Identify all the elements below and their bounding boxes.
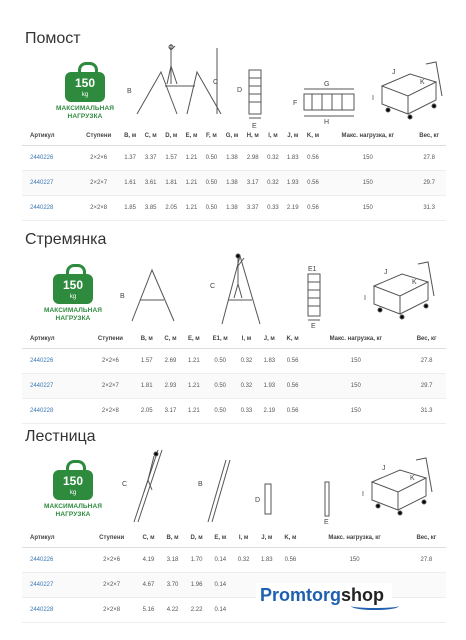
table-cell: 5.16 (136, 598, 160, 623)
column-header: D, м (185, 529, 209, 548)
column-header: K, м (281, 330, 305, 349)
table-cell: 2×2×8 (86, 399, 135, 424)
table-cell: 1.21 (182, 196, 202, 221)
packaging-drawing (370, 56, 450, 118)
table-cell: 2×2×8 (77, 196, 119, 221)
column-header: Макс. нагрузка, кг (302, 529, 406, 548)
stepladder-person-drawing (208, 248, 268, 328)
max-load-caption: МАКСИМАЛЬНАЯ НАГРУЗКА (55, 105, 115, 120)
table-cell: 0.32 (263, 171, 283, 196)
dim-label-i: I (364, 295, 366, 302)
dim-label-c: C (122, 481, 128, 488)
spec-table-stepladder (22, 330, 446, 424)
article-link[interactable]: 2440226 (22, 548, 87, 573)
table-header-row (22, 529, 446, 548)
table-cell: 1.83 (283, 146, 303, 171)
table-cell: 0.14 (209, 598, 232, 623)
table-cell: 2.19 (258, 399, 281, 424)
logo-swoosh (351, 602, 399, 610)
weight-icon: 150 kg (53, 466, 93, 500)
table-cell: 150 (323, 171, 412, 196)
table-cell: 150 (304, 349, 407, 374)
column-header: Артикул (22, 127, 77, 146)
table-cell: 2×2×8 (87, 598, 137, 623)
dim-label-e: E (324, 519, 329, 526)
table-cell: 0.32 (235, 349, 258, 374)
dim-label-k: K (410, 475, 415, 482)
column-header: E1, м (205, 330, 235, 349)
table-row (22, 171, 446, 196)
column-header: F, м (202, 127, 222, 146)
column-header: E, м (182, 330, 205, 349)
table-cell: 1.70 (185, 548, 209, 573)
article-link[interactable]: 2440226 (22, 146, 77, 171)
table-cell: 150 (304, 399, 407, 424)
table-cell: 0.50 (202, 196, 222, 221)
dim-label-b: B (198, 481, 203, 488)
table-cell: 1.21 (182, 374, 205, 399)
article-link[interactable]: 2440228 (22, 598, 87, 623)
table-row (22, 196, 446, 221)
table-cell: 27.8 (407, 548, 446, 573)
ladder-rail-drawing (318, 480, 338, 526)
table-cell: 2×2×6 (87, 548, 137, 573)
article-link[interactable]: 2440227 (22, 374, 86, 399)
table-cell: 1.21 (182, 171, 202, 196)
article-link[interactable]: 2440226 (22, 349, 86, 374)
column-header: Вес, кг (407, 529, 446, 548)
table-cell: 1.81 (161, 171, 182, 196)
dim-label-i: I (362, 491, 364, 498)
table-cell: 0.56 (303, 146, 324, 171)
dim-label-c: C (210, 283, 216, 290)
table-row (22, 146, 446, 171)
promtorgshop-logo[interactable]: Promtorgshop (256, 583, 392, 610)
table-cell: 0.33 (235, 399, 258, 424)
table-cell: 1.38 (221, 196, 242, 221)
column-header: D, м (161, 127, 182, 146)
max-load-caption: МАКСИМАЛЬНАЯ НАГРУЗКА (43, 503, 103, 518)
platform-top-drawing (290, 80, 360, 125)
max-load-badge (28, 466, 118, 519)
table-cell (232, 598, 255, 623)
column-header: I, м (235, 330, 258, 349)
table-cell: 3.37 (140, 146, 161, 171)
table-cell: 4.22 (161, 598, 185, 623)
section-title-ladder: Лестница (25, 428, 96, 445)
table-cell: 0.56 (281, 349, 305, 374)
table-cell: 0.32 (263, 146, 283, 171)
table-cell: 1.81 (135, 374, 159, 399)
column-header: Макс. нагрузка, кг (304, 330, 407, 349)
table-cell: 0.56 (281, 374, 305, 399)
table-cell: 1.93 (258, 374, 281, 399)
table-cell: 150 (323, 196, 412, 221)
table-cell: 1.61 (120, 171, 141, 196)
table-row (22, 349, 446, 374)
column-header: J, м (283, 127, 303, 146)
weight-icon: 150 kg (53, 270, 93, 304)
table-cell: 2×2×6 (86, 349, 135, 374)
table-cell: 1.21 (182, 146, 202, 171)
platform-drawing (125, 44, 225, 119)
dim-label-j: J (382, 465, 386, 472)
table-header-row (22, 330, 446, 349)
column-header: G, м (221, 127, 242, 146)
table-cell (232, 573, 255, 598)
section-title-pomost: Помост (25, 30, 81, 47)
table-cell: 3.61 (140, 171, 161, 196)
table-cell: 1.96 (185, 573, 209, 598)
table-cell: 31.3 (407, 399, 446, 424)
table-cell: 3.17 (159, 399, 183, 424)
table-cell: 29.7 (412, 171, 446, 196)
table-cell: 29.7 (407, 374, 446, 399)
column-header: J, м (258, 330, 281, 349)
dim-label-b: B (127, 88, 132, 95)
column-header: Ступени (86, 330, 135, 349)
table-cell: 0.50 (202, 171, 222, 196)
column-header: B, м (120, 127, 141, 146)
table-cell: 1.85 (120, 196, 141, 221)
table-cell: 2.05 (135, 399, 159, 424)
dim-label-b: B (120, 293, 125, 300)
column-header: K, м (278, 529, 302, 548)
ladder-section-drawing (255, 482, 277, 522)
weight-icon: 150 kg (65, 68, 105, 102)
dim-label-g: G (324, 81, 330, 88)
table-cell: 3.70 (161, 573, 185, 598)
table-cell: 1.83 (255, 548, 278, 573)
table-cell: 3.37 (242, 196, 263, 221)
table-cell: 150 (304, 374, 407, 399)
dim-label-i: I (372, 95, 374, 102)
stepladder-side-drawing (300, 262, 335, 330)
dim-label-j: J (392, 69, 396, 76)
table-cell: 2.19 (283, 196, 303, 221)
table-cell: 0.50 (205, 399, 235, 424)
table-cell: 2×2×7 (87, 573, 137, 598)
column-header: E, м (209, 529, 232, 548)
table-cell: 0.33 (263, 196, 283, 221)
article-link[interactable]: 2440227 (22, 171, 77, 196)
table-cell: 3.85 (140, 196, 161, 221)
table-cell (407, 598, 446, 623)
spec-table-pomost (22, 127, 446, 221)
table-cell: 27.8 (407, 349, 446, 374)
ladder-drawing (196, 456, 238, 526)
table-cell: 4.67 (136, 573, 160, 598)
table-cell: 0.56 (281, 399, 305, 424)
table-cell: 0.56 (278, 548, 302, 573)
table-cell: 0.50 (202, 146, 222, 171)
article-link[interactable]: 2440227 (22, 573, 87, 598)
column-header: B, м (135, 330, 159, 349)
table-cell: 0.50 (205, 349, 235, 374)
max-load-badge (40, 68, 130, 121)
table-cell: 0.14 (209, 548, 232, 573)
table-cell: 27.8 (412, 146, 446, 171)
table-cell: 2.93 (159, 374, 183, 399)
dim-label-e: E (252, 123, 257, 130)
table-cell: 0.32 (232, 548, 255, 573)
table-cell (407, 573, 446, 598)
column-header: Ступени (87, 529, 137, 548)
table-cell: 2.98 (242, 146, 263, 171)
column-header: H, м (242, 127, 263, 146)
table-cell: 1.21 (182, 399, 205, 424)
table-cell: 2×2×7 (77, 171, 119, 196)
dim-label-k: K (412, 279, 417, 286)
max-load-badge (28, 270, 118, 323)
column-header: Макс. нагрузка, кг (323, 127, 412, 146)
table-cell: 1.38 (221, 171, 242, 196)
dim-label-h: H (324, 119, 330, 126)
column-header: K, м (303, 127, 324, 146)
column-header: Вес, кг (407, 330, 446, 349)
dim-label-d: D (237, 87, 243, 94)
table-cell: 4.19 (136, 548, 160, 573)
table-row (22, 548, 446, 573)
dim-label-f: F (293, 100, 298, 107)
table-cell: 1.57 (135, 349, 159, 374)
max-load-caption: МАКСИМАЛЬНАЯ НАГРУЗКА (43, 307, 103, 322)
table-cell: 31.3 (412, 196, 446, 221)
table-cell: 3.18 (161, 548, 185, 573)
table-cell: 150 (302, 548, 406, 573)
table-cell: 0.50 (205, 374, 235, 399)
article-link[interactable]: 2440228 (22, 196, 77, 221)
section-title-stepladder: Стремянка (25, 231, 107, 248)
column-header: C, м (159, 330, 183, 349)
packaging-drawing (360, 452, 440, 514)
table-cell: 150 (323, 146, 412, 171)
table-cell: 1.38 (221, 146, 242, 171)
packaging-drawing (362, 256, 442, 318)
column-header: B, м (161, 529, 185, 548)
table-cell: 1.83 (258, 349, 281, 374)
table-row (22, 374, 446, 399)
table-cell: 2×2×7 (86, 374, 135, 399)
table-cell: 0.56 (303, 171, 324, 196)
dim-label-k: K (420, 79, 425, 86)
dim-label-j: J (384, 269, 388, 276)
column-header: Ступени (77, 127, 119, 146)
side-view-drawing (235, 68, 275, 130)
article-link[interactable]: 2440228 (22, 399, 86, 424)
table-cell: 1.93 (283, 171, 303, 196)
column-header: I, м (232, 529, 255, 548)
column-header: C, м (140, 127, 161, 146)
stepladder-drawing (118, 266, 183, 326)
column-header: Вес, кг (412, 127, 446, 146)
column-header: Артикул (22, 330, 86, 349)
table-cell: 0.56 (303, 196, 324, 221)
ladder-person-drawing (118, 446, 173, 526)
table-cell: 1.37 (120, 146, 141, 171)
column-header: E, м (182, 127, 202, 146)
table-row (22, 399, 446, 424)
dim-label-e: E (311, 323, 316, 330)
table-cell: 0.32 (235, 374, 258, 399)
column-header: I, м (263, 127, 283, 146)
table-cell: 3.17 (242, 171, 263, 196)
column-header: J, м (255, 529, 278, 548)
table-cell: 2.05 (161, 196, 182, 221)
dim-label-d: D (255, 497, 261, 504)
table-cell: 2×2×6 (77, 146, 119, 171)
dim-label-e1: E1 (308, 266, 317, 273)
dim-label-c: C (213, 79, 219, 86)
column-header: C, м (136, 529, 160, 548)
table-cell: 1.21 (182, 349, 205, 374)
table-cell: 0.14 (209, 573, 232, 598)
table-cell: 2.69 (159, 349, 183, 374)
table-header-row (22, 127, 446, 146)
column-header: Артикул (22, 529, 87, 548)
table-cell: 2.22 (185, 598, 209, 623)
table-cell: 1.57 (161, 146, 182, 171)
